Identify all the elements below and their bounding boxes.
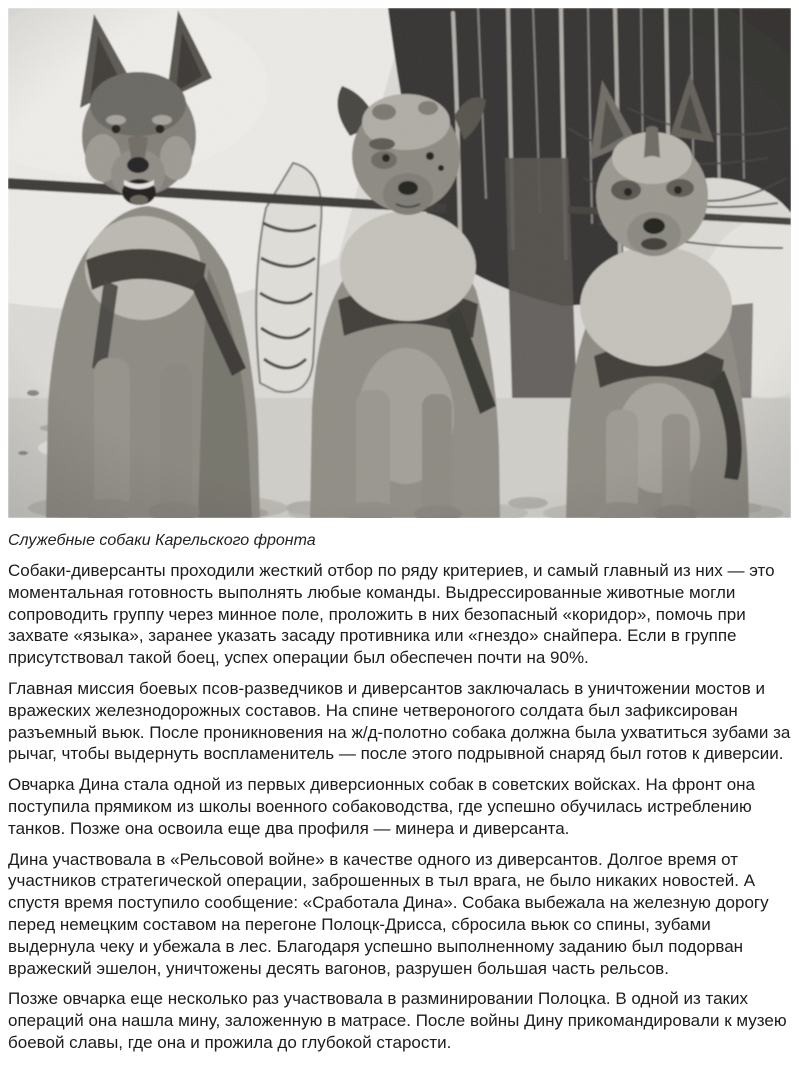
dogs-photo-image	[8, 8, 791, 518]
grain-overlay	[8, 8, 791, 518]
paragraph-rail-war: Дина участвовала в «Рельсовой войне» в качестве одного из диверсантов. Долгое время от участников стратегической операции, заброшенных в тыл врага, не было никаких новостей. А спустя время поступило сообщение: «Сработала Дина». Собака выбежала на железную дорогу перед немецким составом на перегоне Полоцк-Дрисса, сбросила вьюк со спины, зубами выдернула чеку и убежала в лес. Благодаря успешно выполненному заданию был подорван вражеский эшелон, уничтожены десять вагонов, разрушен большая часть рельсов.	[8, 849, 769, 978]
paragraph-after-war: Позже овчарка еще несколько раз участвовала в разминировании Полоцка. В одной из таких операций она нашла мину, заложенную в матрасе. После войны Дину прикомандировали к музею боевой славы, где она и прожила до глубокой старости.	[8, 989, 787, 1052]
article-body	[8, 560, 791, 1054]
article-figure	[8, 8, 791, 551]
paragraph-main-mission: Главная миссия боевых псов-разведчиков и диверсантов заключалась в уничтожении мостов и вражеских железнодорожных составов. На спине четвероногого солдата был зафиксирован разъемный вьюк. После проникновения на ж/д-полотно собака должна была ухватиться зубами за рычаг, чтобы выдернуть воспламенитель — после этого подрывной снаряд был готов к диверсии.	[8, 678, 791, 764]
photo-caption: Служебные собаки Карельского фронта	[8, 532, 316, 549]
paragraph-selection-criteria: Собаки-диверсанты проходили жесткий отбор по ряду критериев, и самый главный из них — это моментальная готовность выполнять любые команды. Выдрессированные животные могли сопроводить группу через минное поле, проложить в них безопасный «коридор», помочь при захвате «языка», заранее указать засаду противника или «гнездо» снайпера. Если в группе присутствовал такой боец, успех операции был обеспечен почти на 90%.	[8, 561, 775, 668]
page-container	[8, 8, 791, 1054]
paragraph-dina-intro: Овчарка Дина стала одной из первых диверсионных собак в советских войсках. На фронт она поступила прямиком из школы военного собаководства, где успешно обучилась истреблению танков. Позже она освоила еще два профиля — минера и диверсанта.	[8, 775, 756, 838]
